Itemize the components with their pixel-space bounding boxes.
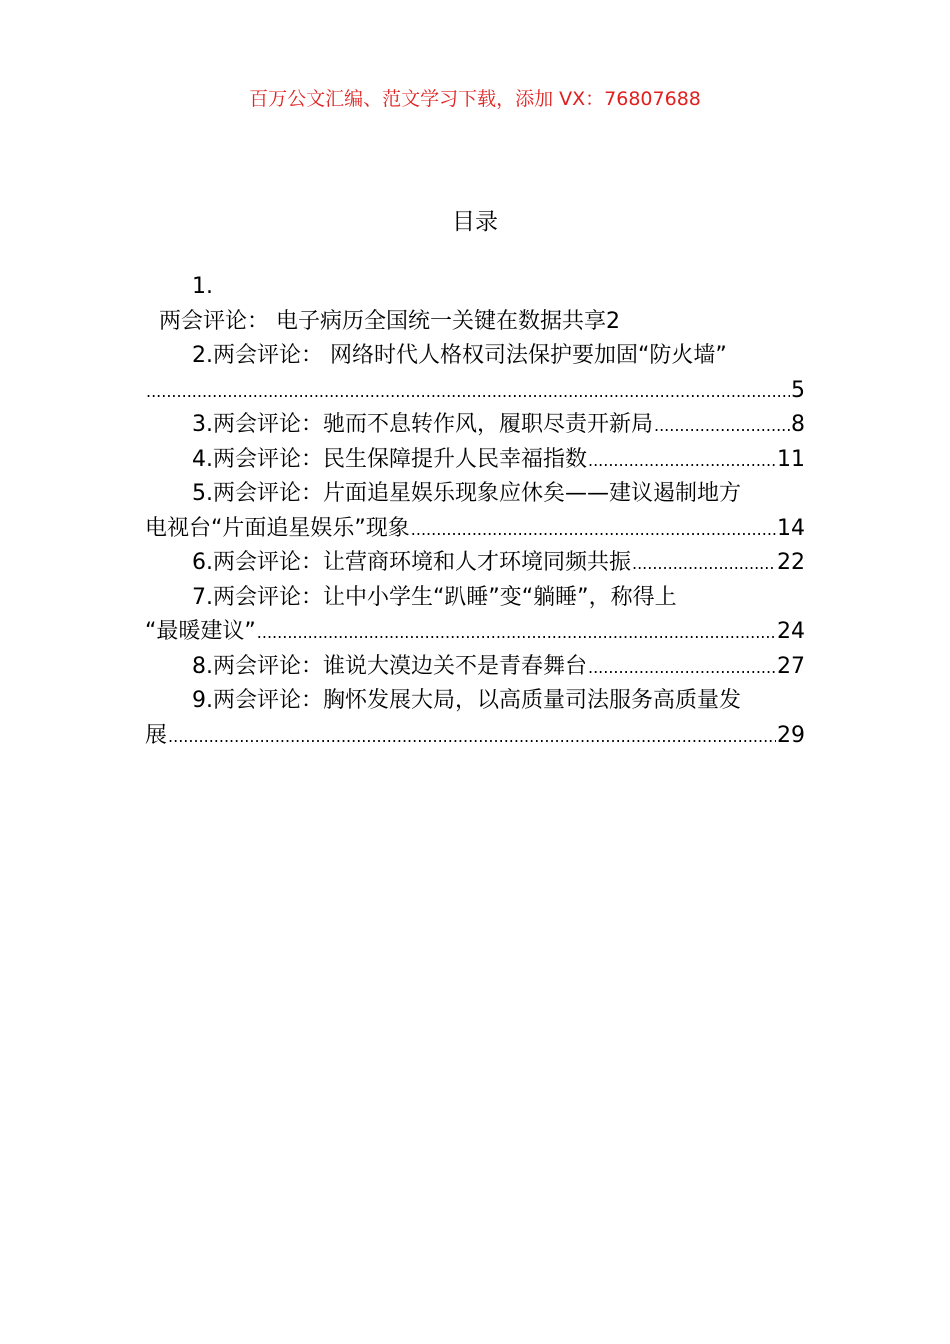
page-number: 8 bbox=[791, 412, 805, 437]
toc-entry-2[interactable]: 2.两会评论： 网络时代人格权司法保护要加固“防火墙” bbox=[192, 343, 727, 368]
dot-leader bbox=[654, 408, 790, 443]
toc-entry-1-line-2[interactable]: 两会评论： 电子病历全国统一关键在数据共享 2 bbox=[145, 305, 805, 340]
toc-entry-6[interactable]: 6.两会评论：让营商环境和人才环境同频共振 ..... 22 bbox=[145, 546, 805, 581]
toc-entry-7-line-2[interactable]: “最暖建议” ..... 24 bbox=[145, 615, 805, 650]
toc-entry-5-line-1[interactable]: 5.两会评论：片面追星娱乐现象应休矣——建议遏制地方 bbox=[192, 481, 741, 506]
toc-entry-7-line-1[interactable]: 7.两会评论：让中小学生“趴睡”变“躺睡”，称得上 bbox=[192, 584, 677, 610]
page-number: 27 bbox=[777, 653, 805, 679]
dot-leader bbox=[588, 650, 776, 685]
page-number: 29 bbox=[777, 722, 805, 748]
toc-entry-9-line-1[interactable]: 9.两会评论：胸怀发展大局，以高质量司法服务高质量发 bbox=[192, 688, 741, 713]
page-number: 22 bbox=[777, 550, 805, 575]
page-number: 5 bbox=[791, 377, 805, 403]
toc-title: 目录 bbox=[452, 209, 498, 235]
table-of-contents bbox=[145, 270, 805, 753]
toc-entry-3[interactable]: 3.两会评论：驰而不息转作风，履职尽责开新局 ..... 8 bbox=[145, 408, 805, 443]
toc-entry-1-line-1[interactable]: 1. bbox=[192, 274, 213, 299]
dot-leader bbox=[146, 374, 790, 409]
page-number: 24 bbox=[777, 619, 805, 644]
page-number: 11 bbox=[777, 446, 805, 472]
dot-leader bbox=[257, 615, 776, 650]
page-number: 14 bbox=[777, 515, 805, 541]
toc-entry-9-line-2[interactable]: 展 ..... 29 bbox=[145, 719, 805, 754]
toc-entry-2-leader[interactable] bbox=[145, 374, 805, 409]
dot-leader bbox=[168, 719, 776, 754]
watermark-header: 百万公文汇编、范文学习下载，添加 VX：76807688 bbox=[249, 88, 701, 110]
dot-leader bbox=[411, 512, 776, 547]
toc-entry-4[interactable]: 4.两会评论：民生保障提升人民幸福指数 ..... 11 bbox=[145, 443, 805, 478]
toc-entry-8[interactable]: 8.两会评论：谁说大漠边关不是青春舞台 ..... 27 bbox=[145, 650, 805, 685]
dot-leader bbox=[588, 443, 776, 478]
toc-entry-5-line-2[interactable]: 电视台“片面追星娱乐”现象 ..... 14 bbox=[145, 512, 805, 547]
dot-leader bbox=[632, 546, 776, 581]
page-number: 2 bbox=[606, 308, 620, 334]
